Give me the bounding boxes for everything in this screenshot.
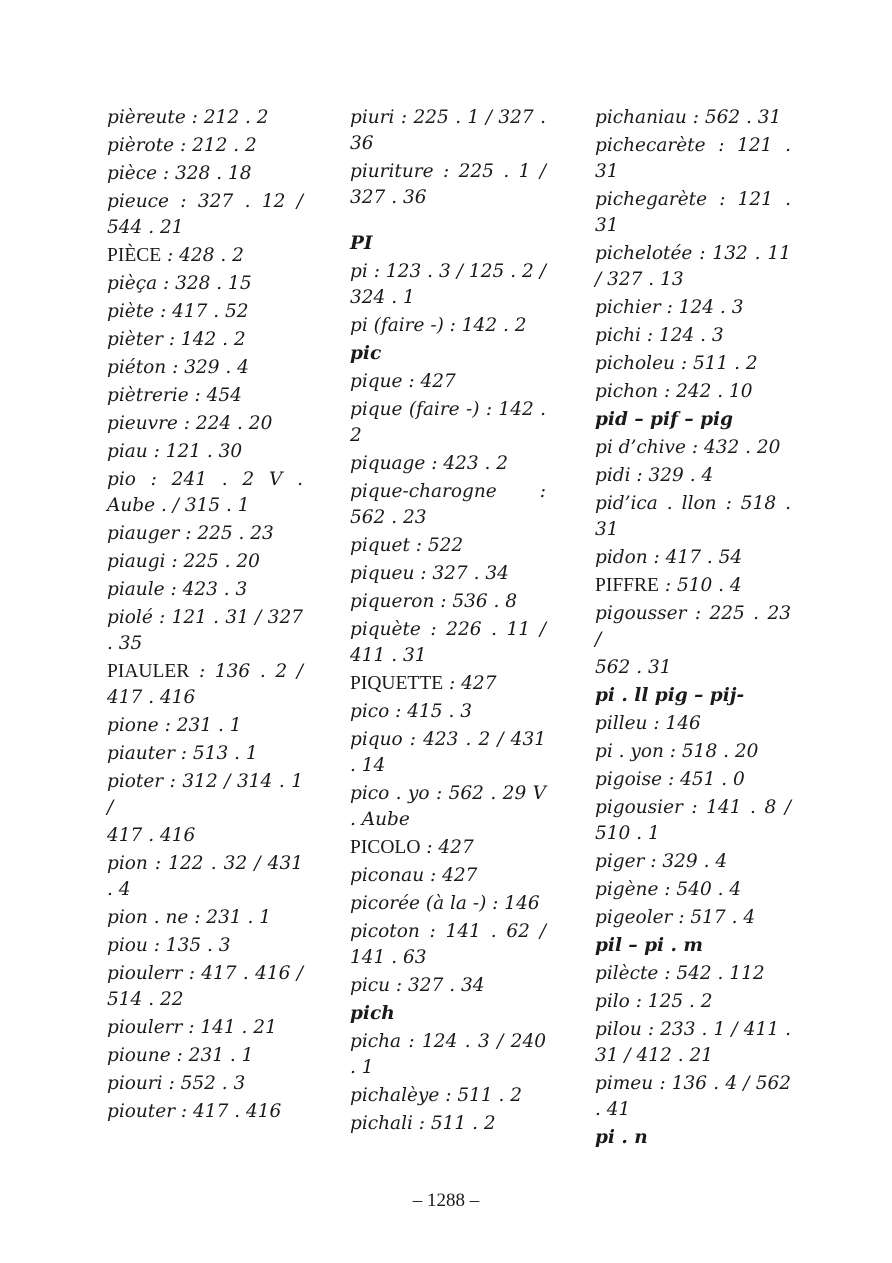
index-entry: piuri : 225 . 1 / 327 . 36 <box>350 107 546 154</box>
index-entry: piquet : 522 <box>350 535 464 556</box>
index-entry: pi : 123 . 3 / 125 . 2 / 324 . 1 <box>350 261 546 308</box>
index-entry: pi . yon : 518 . 20 <box>595 741 759 762</box>
index-column-3 <box>595 105 791 1153</box>
index-entry: piaugi : 225 . 20 <box>107 551 260 572</box>
index-column-2 <box>350 105 546 1139</box>
index-entry: piau : 121 . 30 <box>107 441 243 462</box>
index-entry: pion . ne : 231 . 1 <box>107 907 272 928</box>
page-number: – 1288 – <box>412 1190 480 1211</box>
entry-reference: : 427 <box>420 837 474 858</box>
index-entry: pièça : 328 . 15 <box>107 273 252 294</box>
index-entry: pioter : 312 / 314 . 1 / <box>107 771 303 818</box>
index-entry: 417 . 416 <box>107 825 196 846</box>
index-entry: pièter : 142 . 2 <box>107 329 246 350</box>
index-entry: pièce : 328 . 18 <box>107 163 252 184</box>
section-header: pil – pi . m <box>595 935 703 956</box>
index-entry: pico : 415 . 3 <box>350 701 472 722</box>
index-entry: pilleu : 146 <box>595 713 701 734</box>
index-entry: piouter : 417 . 416 <box>107 1101 282 1122</box>
index-entry: piète : 417 . 52 <box>107 301 249 322</box>
index-entry: piqueron : 536 . 8 <box>350 591 518 612</box>
index-entry: pichon : 242 . 10 <box>595 381 753 402</box>
entry-reference: : 427 <box>443 673 497 694</box>
index-entry: pidi : 329 . 4 <box>595 465 714 486</box>
index-entry <box>350 671 546 697</box>
index-entry: pichelotée : 132 . 11 / 327 . 13 <box>595 243 791 290</box>
index-entry: piqueu : 327 . 34 <box>350 563 509 584</box>
index-entry: piauter : 513 . 1 <box>107 743 258 764</box>
index-entry: pioune : 231 . 1 <box>107 1045 254 1066</box>
index-entry: pioulerr : 417 . 416 / 514 . 22 <box>107 963 303 1010</box>
section-header: pi . n <box>595 1127 648 1148</box>
section-header: pic <box>350 343 382 364</box>
index-column-1 <box>107 105 303 1127</box>
index-entry: pigousser : 225 . 23 / <box>595 603 791 650</box>
section-header: pid – pif – pig <box>595 409 733 430</box>
index-entry: pique : 427 <box>350 371 456 392</box>
entry-headword: PIQUETTE <box>350 673 444 694</box>
index-entry: pimeu : 136 . 4 / 562 . 41 <box>595 1073 791 1120</box>
index-entry <box>350 835 546 861</box>
entry-reference: : 510 . 4 <box>658 575 742 596</box>
index-entry: pilou : 233 . 1 / 411 . 31 / 412 . 21 <box>595 1019 791 1066</box>
index-entry: pichalèye : 511 . 2 <box>350 1085 523 1106</box>
index-entry: pichali : 511 . 2 <box>350 1113 496 1134</box>
index-entry: piquage : 423 . 2 <box>350 453 509 474</box>
index-entry: pio : 241 . 2 V . Aube . / 315 . 1 <box>107 469 303 516</box>
entry-headword: PIFFRE <box>595 575 659 596</box>
section-header: pich <box>350 1003 395 1024</box>
index-entry <box>107 243 303 269</box>
entry-headword: PIÈCE <box>107 245 162 266</box>
index-entry: piaule : 423 . 3 <box>107 579 248 600</box>
entry-reference: : 428 . 2 <box>161 245 244 266</box>
index-entry: pièreute : 212 . 2 <box>107 107 269 128</box>
index-entry: pieuce : 327 . 12 / 544 . 21 <box>107 191 303 238</box>
index-entry: pione : 231 . 1 <box>107 715 242 736</box>
index-entry: piauger : 225 . 23 <box>107 523 274 544</box>
index-entry: pichaniau : 562 . 31 <box>595 107 782 128</box>
entry-reference: : 136 . 2 / 417 . 416 <box>107 661 303 708</box>
index-entry: picholeu : 511 . 2 <box>595 353 758 374</box>
index-entry: piuriture : 225 . 1 / 327 . 36 <box>350 161 546 208</box>
index-entry: piètrerie : 454 <box>107 385 242 406</box>
index-entry: picha : 124 . 3 / 240 . 1 <box>350 1031 546 1078</box>
index-entry: pigousier : 141 . 8 / 510 . 1 <box>595 797 791 844</box>
index-entry: piquète : 226 . 11 / 411 . 31 <box>350 619 546 666</box>
index-entry <box>595 573 791 599</box>
index-entry: pilècte : 542 . 112 <box>595 963 765 984</box>
index-entry: piouri : 552 . 3 <box>107 1073 246 1094</box>
index-entry: pidon : 417 . 54 <box>595 547 743 568</box>
index-entry: picorée (à la -) : 146 <box>350 893 540 914</box>
index-entry <box>107 659 303 711</box>
index-entry: 562 . 31 <box>595 657 672 678</box>
index-entry: pichier : 124 . 3 <box>595 297 744 318</box>
index-entry: pique-charogne : 562 . 23 <box>350 481 546 528</box>
index-entry: pilo : 125 . 2 <box>595 991 713 1012</box>
index-entry: pi (faire -) : 142 . 2 <box>350 315 527 336</box>
section-header: PI <box>350 233 373 254</box>
index-entry: pichecarète : 121 . 31 <box>595 135 791 182</box>
index-entry: pique (faire -) : 142 . 2 <box>350 399 546 446</box>
index-entry: picoton : 141 . 62 / 141 . 63 <box>350 921 546 968</box>
index-entry: pichi : 124 . 3 <box>595 325 724 346</box>
index-entry: piquo : 423 . 2 / 431 . 14 <box>350 729 546 776</box>
entry-headword: PICOLO <box>350 837 421 858</box>
index-entry: piger : 329 . 4 <box>595 851 728 872</box>
index-entry: pico . yo : 562 . 29 V . Aube <box>350 783 546 830</box>
index-entry: pigène : 540 . 4 <box>595 879 742 900</box>
index-entry: pigeoler : 517 . 4 <box>595 907 756 928</box>
index-entry: piconau : 427 <box>350 865 478 886</box>
section-header: pi . ll pig – pij- <box>595 685 745 706</box>
index-entry: pioulerr : 141 . 21 <box>107 1017 277 1038</box>
index-entry: pieuvre : 224 . 20 <box>107 413 273 434</box>
index-entry: pi d’chive : 432 . 20 <box>595 437 781 458</box>
index-entry: piolé : 121 . 31 / 327 . 35 <box>107 607 303 654</box>
index-entry: picu : 327 . 34 <box>350 975 485 996</box>
index-entry: piéton : 329 . 4 <box>107 357 249 378</box>
index-entry: pid’ica . llon : 518 . 31 <box>595 493 791 540</box>
index-entry: pièrote : 212 . 2 <box>107 135 257 156</box>
index-entry: pion : 122 . 32 / 431 . 4 <box>107 853 303 900</box>
index-entry: pigoise : 451 . 0 <box>595 769 745 790</box>
index-entry: piou : 135 . 3 <box>107 935 231 956</box>
index-entry: pichegarète : 121 . 31 <box>595 189 791 236</box>
entry-headword: PIAULER <box>107 661 190 682</box>
